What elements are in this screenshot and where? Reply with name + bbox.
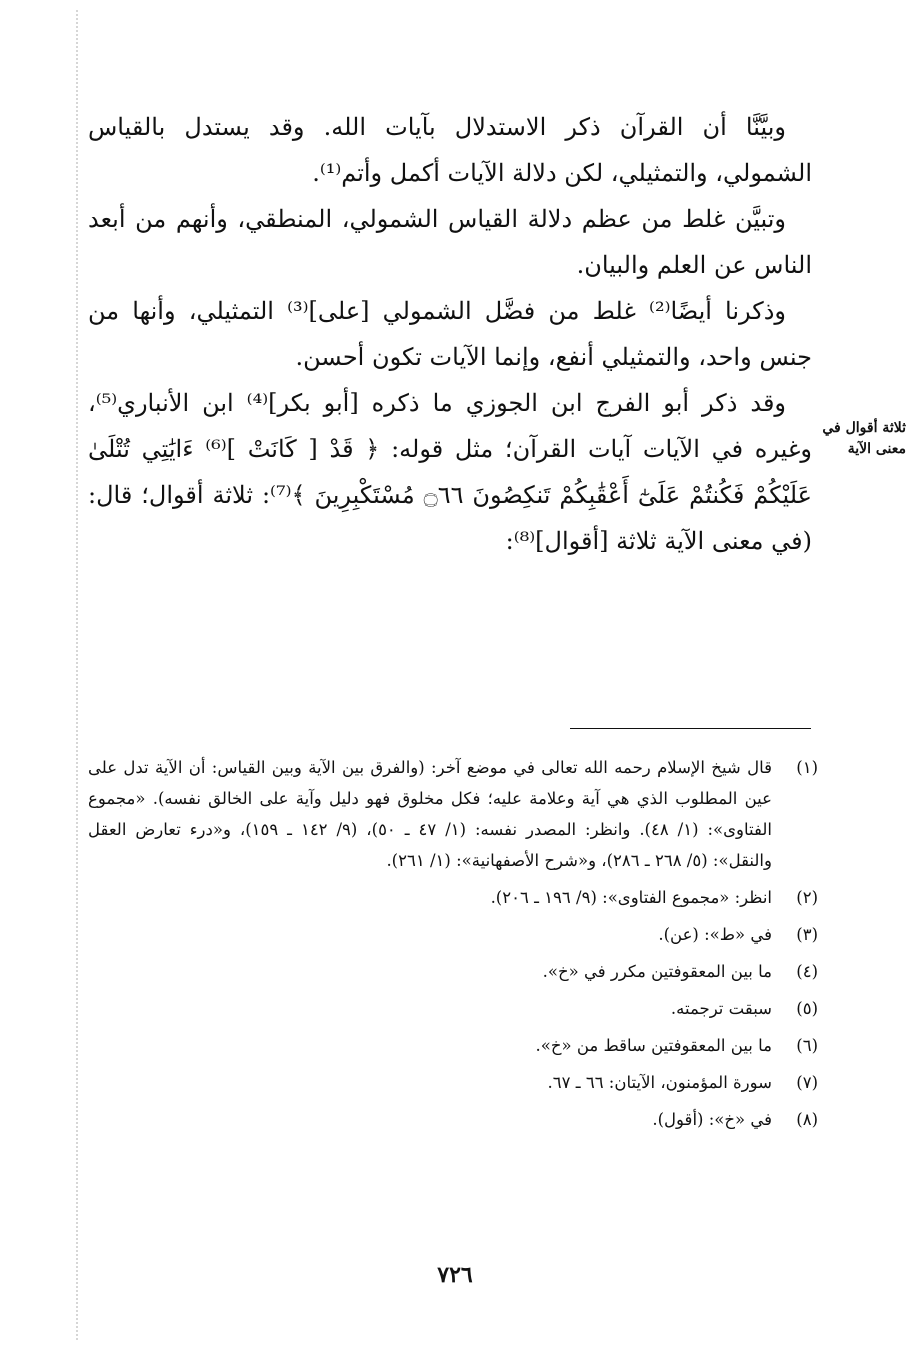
footnote-text: في «ط»: (عن). <box>658 925 772 944</box>
footnote-text: ما بين المعقوفتين مكرر في «خ». <box>542 962 772 981</box>
footnote-text: انظر: «مجموع الفتاوى»: (٩/ ١٩٦ ـ ٢٠٦). <box>490 888 772 907</box>
footnote-text: قال شيخ الإسلام رحمه الله تعالى في موضع آخر: (والفرق بين الآية وبين القياس: أن الآية تدل على عين المطلوب الذي هي آية وعلامة عليه؛ فكل مخلوق فهو دليل وآية على الخالق نفسه). «مجموع الفتاوى»: (١/ ٤٨). وانظر: المصدر نفسه: (١/ ٤٧ ـ ٥٠)، (٩/ ١٤٢ ـ ١٥٩)، و«درء تعارض العقل والنقل»: (٥/ ٢٦٨ ـ ٢٨٦)، و«شرح الأصفهانية»: (١/ ٢٦١). <box>88 758 772 870</box>
paragraph: وتبيَّن غلط من عظم دلالة القياس الشمولي، المنطقي، وأنهم من أبعد الناس عن العلم والبيان. <box>88 205 812 279</box>
footnote-number: (٤) <box>796 962 818 981</box>
paragraph: وقد ذكر أبو الفرج ابن الجوزي ما ذكره [أبو بكر]⁽⁴⁾ ابن الأنباري⁽⁵⁾، وغيره في الآيات آيات القرآن؛ مثل قوله: ﴿ قَدْ [ كَانَتْ ]⁽⁶⁾ ءَايَٰتِي تُتْلَىٰ عَلَيْكُمْ فَكُنتُمْ عَلَىٰٓ أَعْقَٰبِكُمْ تَنكِصُونَ ۝٦٦ مُسْتَكْبِرِينَ ﴾⁽⁷⁾: ثلاثة أقوال؛ قال: (في معنى الآية ثلاثة [أقوال]⁽⁸⁾: <box>88 389 812 555</box>
footnote-number: (١) <box>796 758 818 777</box>
footnote <box>88 882 818 913</box>
footnote-text: سورة المؤمنون، الآيتان: ٦٦ ـ ٦٧. <box>547 1073 772 1092</box>
footnote <box>88 1030 818 1061</box>
main-text <box>88 104 812 564</box>
footnote <box>88 1104 818 1135</box>
footnote-separator <box>570 728 811 729</box>
footnotes <box>88 752 818 1141</box>
paragraph: وذكرنا أيضًا⁽²⁾ غلط من فضَّل الشمولي [على]⁽³⁾ التمثيلي، وأنها من جنس واحد، والتمثيلي أنفع، وإنما الآيات تكون أحسن. <box>88 297 812 371</box>
footnote <box>88 956 818 987</box>
page-edge-dots <box>76 10 78 1340</box>
footnote-number: (٥) <box>796 999 818 1018</box>
paragraph: وبيَّنَّا أن القرآن ذكر الاستدلال بآيات الله. وقد يستدل بالقياس الشمولي، والتمثيلي، لكن دلالة الآيات أكمل وأتم⁽¹⁾. <box>88 113 812 187</box>
footnote <box>88 919 818 950</box>
footnote <box>88 993 818 1024</box>
footnote <box>88 752 818 876</box>
footnote <box>88 1067 818 1098</box>
footnote-number: (٣) <box>796 925 818 944</box>
footnote-number: (٧) <box>796 1073 818 1092</box>
footnote-number: (٢) <box>796 888 818 907</box>
footnote-number: (٨) <box>796 1110 818 1129</box>
margin-note: ثلاثة أقوال في معنى الآية <box>822 420 906 457</box>
footnote-text: في «خ»: (أقول). <box>652 1110 772 1129</box>
footnote-text: ما بين المعقوفتين ساقط من «خ». <box>535 1036 772 1055</box>
footnote-number: (٦) <box>796 1036 818 1055</box>
footnote-text: سبقت ترجمته. <box>670 999 772 1018</box>
page-number: ٧٢٦ <box>437 1262 473 1288</box>
